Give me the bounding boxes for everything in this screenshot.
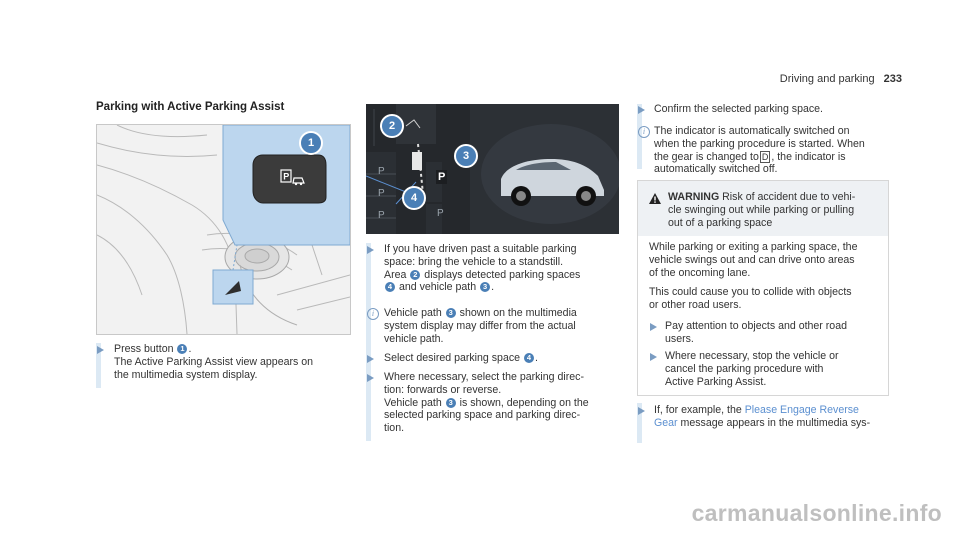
warning-line3: out of a parking space (668, 216, 773, 229)
col3-step1: Confirm the selected parking space. (654, 103, 823, 115)
col1-step1-line2: The Active Parking Assist view appears on (114, 355, 314, 368)
warning-box (637, 180, 889, 396)
col2-step3-line1: Where necessary, select the parking direc- (384, 371, 584, 383)
step-arrow-icon (367, 246, 374, 254)
col2-info-line1-post: shown on the multimedia (459, 307, 577, 319)
warning-line2: cle swinging out while parking or pulling (668, 203, 855, 216)
col2-info-line1-pre: Vehicle path (384, 307, 442, 319)
col3-info-line3-post: , the indicator is (771, 150, 846, 163)
col2-step3-line3-pre: Vehicle path (384, 396, 442, 409)
page-number: 233 (883, 73, 902, 85)
parking-assist-icon (280, 169, 306, 187)
col2-step1-line2: space: bring the vehicle to a standstill. (384, 255, 564, 268)
col3-step2-post: message appears in the multimedia sys- (680, 416, 871, 429)
message-link[interactable]: Please Engage Reverse (744, 404, 859, 416)
warning-title (668, 191, 883, 229)
warning-para1-line3: of the oncoming lane. (649, 266, 751, 279)
col1-step1-line3: the multimedia system display. (114, 368, 258, 381)
step-arrow-icon (650, 353, 657, 361)
callout-1: 1 (299, 131, 323, 155)
col1-step1-text: Press button (114, 343, 174, 355)
step-arrow-icon (638, 407, 645, 415)
col3-info-line2: when the parking procedure is started. When (654, 137, 865, 150)
watermark: carmanualsonline.info (691, 500, 942, 526)
slot-label-1: P (378, 166, 385, 177)
slot-label-3: P (378, 210, 385, 221)
col2-step2-text: Select desired parking space (384, 352, 521, 364)
col1-step1 (114, 343, 313, 381)
step-arrow-icon (650, 323, 657, 331)
warning-para2 (649, 286, 884, 312)
col2-info-line3: vehicle path. (384, 332, 444, 345)
step-arrow-icon (367, 355, 374, 363)
col2-info (384, 307, 577, 345)
col3-step2 (654, 404, 870, 430)
col2-step3-line3-post: is shown, depending on the (459, 396, 589, 409)
col2-step2-post: . (535, 352, 538, 364)
col2-step1-line3-pre: Area (384, 268, 407, 281)
step-arrow-icon (638, 106, 645, 114)
col2-step3 (384, 371, 589, 435)
warning-para1-line1: While parking or exiting a parking space, the (649, 241, 858, 253)
warning-para2-line2: or other road users. (649, 298, 742, 311)
warning-step-b-line1: Where necessary, stop the vehicle or (665, 350, 839, 362)
callout-4: 4 (402, 186, 426, 210)
warning-para1 (649, 241, 884, 279)
col1-step1-post: . (188, 343, 192, 355)
col2-step1-line1: If you have driven past a suitable parking (384, 243, 577, 255)
step-bar-col2 (366, 243, 371, 441)
col3-info-line1: The indicator is automatically switched on (654, 125, 850, 137)
ref-3: 3 (480, 282, 490, 292)
message-link-cont[interactable]: Gear (654, 416, 678, 429)
ref-4: 4 (385, 282, 395, 292)
col2-step2 (384, 352, 538, 365)
ref-1: 1 (177, 344, 187, 354)
warning-label: WARNING (668, 191, 720, 203)
col2-step1 (384, 243, 580, 294)
col3-info (654, 125, 865, 176)
warning-step-a-line2: users. (665, 332, 694, 345)
info-icon: i (367, 308, 379, 320)
step-arrow-icon (97, 346, 104, 354)
callout-3: 3 (454, 144, 478, 168)
callout-2: 2 (380, 114, 404, 138)
console-illustration (97, 125, 350, 334)
col3-step2-pre: If, for example, the (654, 404, 742, 416)
ref-4: 4 (524, 353, 534, 363)
col2-step3-line4: selected parking space and parking direc- (384, 409, 581, 422)
svg-text:P: P (283, 171, 290, 182)
ref-3: 3 (446, 308, 456, 318)
section-title: Parking with Active Parking Assist (96, 101, 285, 113)
warning-para1-line2: vehicle swings out and can drive onto areas (649, 253, 855, 266)
col2-step1-line4-post: . (491, 281, 495, 294)
page-header (780, 73, 902, 85)
display-illustration (366, 104, 619, 234)
col2-info-line2: system display may differ from the actual (384, 319, 576, 332)
col3-info-line3-pre: the gear is changed to (654, 150, 759, 163)
slot-label-4: P (437, 208, 444, 219)
warning-step-b (665, 350, 880, 388)
info-icon: i (638, 126, 650, 138)
gear-d-key: D (761, 151, 769, 162)
ref-3: 3 (446, 398, 456, 408)
figure-console-button (96, 124, 351, 335)
step-arrow-icon (367, 374, 374, 382)
warning-triangle-icon (649, 193, 661, 204)
ref-2: 2 (410, 270, 420, 280)
col2-step3-line2: tion: forwards or reverse. (384, 383, 502, 396)
warning-step-b-line2: cancel the parking procedure with (665, 362, 824, 375)
col2-step1-line4-mid: and vehicle path (398, 281, 477, 294)
header-section: Driving and parking (779, 73, 875, 85)
warning-para2-line1: This could cause you to collide with objects (649, 286, 852, 298)
warning-step-b-line3: Active Parking Assist. (665, 375, 767, 388)
warning-step-a-line1: Pay attention to objects and other road (665, 320, 847, 332)
warning-line1: Risk of accident due to vehi- (722, 191, 856, 203)
col3-info-line4: automatically switched off. (654, 163, 778, 176)
warning-step-a (665, 320, 880, 346)
col2-step1-line3-post: displays detected parking spaces (424, 268, 581, 281)
selected-slot-label: P (438, 171, 446, 183)
col2-step3-line5: tion. (384, 422, 405, 435)
slot-label-2: P (378, 188, 385, 199)
figure-multimedia-display (366, 104, 619, 234)
